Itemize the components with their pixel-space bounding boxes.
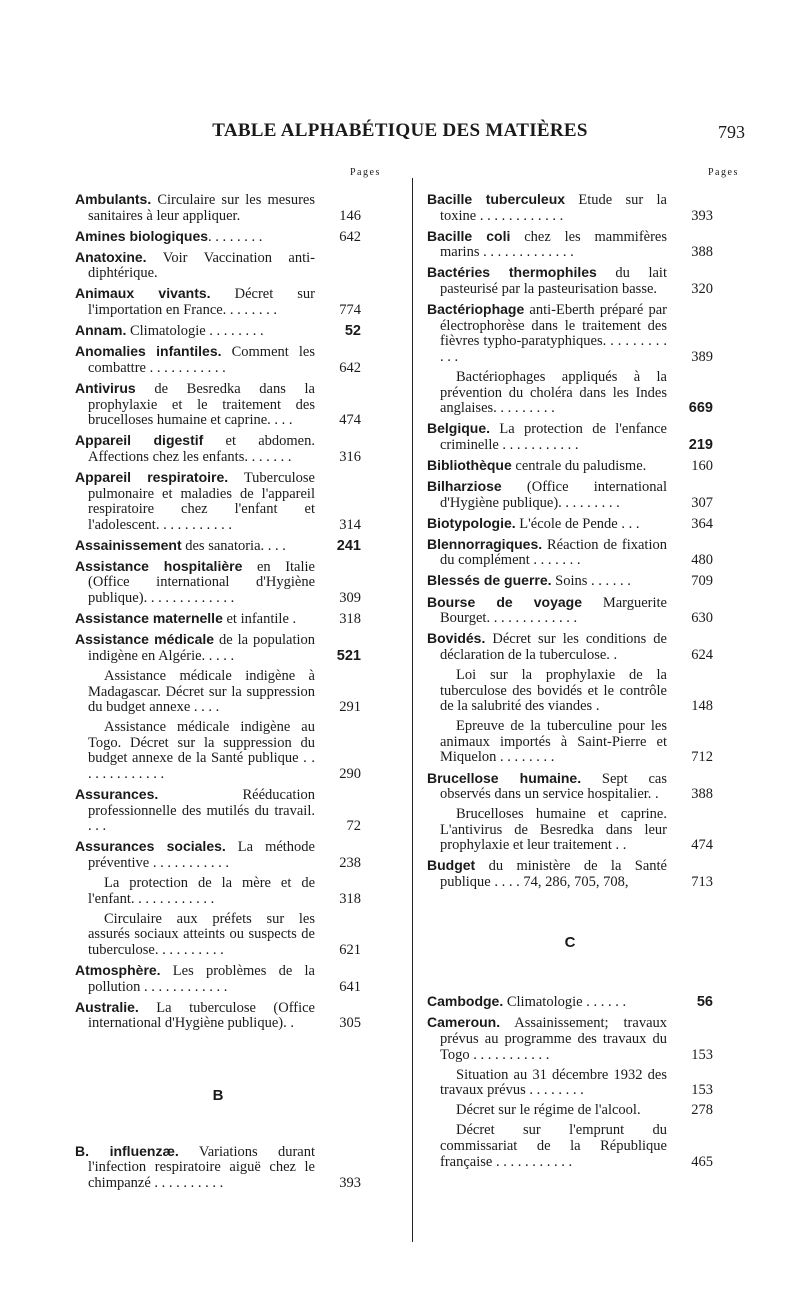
entry-keyword: Bourse de voyage <box>427 593 583 610</box>
entry-keyword: Bilharziose <box>427 478 502 494</box>
index-entry <box>427 994 713 1011</box>
left-pages-label: Pages <box>350 167 381 178</box>
entry-text: anti-Eberth préparé par électrophorèse dans le traitement des fièvres typho-paratyphiques. . . . . . . . . . . . <box>440 302 667 365</box>
entry-keyword: Brucellose humaine. <box>427 769 582 786</box>
entry-text: La protection de l'enfance criminelle . . . . . . . . . . . <box>440 421 667 453</box>
entry-page-number: 305 <box>339 1015 361 1032</box>
index-entry <box>427 719 713 766</box>
index-entry <box>75 632 361 664</box>
entry-text: Circulaire sur les mesures sanitaires à leur appliquer. <box>88 192 315 224</box>
index-entry <box>75 611 361 628</box>
entry-page-number: 521 <box>336 647 361 664</box>
entry-keyword: Blessés de guerre. <box>427 572 552 589</box>
column-divider <box>412 178 413 1242</box>
entry-text: Etude sur la toxine . . . . . . . . . . . . <box>440 192 667 224</box>
entry-text: Brucelloses humaine et caprine. L'antivirus de Besredka dans leur prophylaxie et leur traitement . . <box>440 806 667 854</box>
entry-page-number: 641 <box>339 978 361 995</box>
index-entry <box>427 370 713 417</box>
entry-page-number: 465 <box>691 1153 713 1170</box>
entry-keyword: Ambulants. <box>75 191 152 207</box>
index-entry <box>75 720 361 782</box>
entry-keyword: Bacille tuberculeux <box>427 191 566 207</box>
index-entry <box>75 250 361 282</box>
entry-page-number: 388 <box>691 786 713 803</box>
entry-text: . . . . . . . . <box>208 228 263 245</box>
entry-text: Les problèmes de la pollution . . . . . . . . . . . . <box>88 963 315 995</box>
entry-keyword: Bacille coli <box>427 227 511 244</box>
entry-keyword: Biotypologie. <box>427 514 516 531</box>
entry-keyword: Atmosphère. <box>75 962 161 979</box>
entry-keyword: Annam. <box>75 322 127 339</box>
entry-text: Décret sur le régime de l'alcool. <box>456 1102 641 1119</box>
entry-keyword: Cambodge. <box>427 993 504 1010</box>
entry-page-number: 153 <box>691 1046 713 1063</box>
entry-text: chez les mammifères marins . . . . . . . . . . . . . <box>440 228 667 261</box>
entry-page-number: 320 <box>691 280 713 297</box>
entry-page-number: 712 <box>691 749 713 766</box>
entry-page-number: 624 <box>691 646 713 663</box>
index-entry <box>427 1103 713 1119</box>
entry-keyword: Bactéries thermophiles <box>427 264 597 281</box>
entry-page-number: 290 <box>339 766 361 782</box>
entry-page-number: 709 <box>691 573 713 590</box>
index-entry <box>427 265 713 297</box>
entry-text: et abdomen. Affections chez les enfants. . . . . . . <box>88 433 315 465</box>
page-number: 793 <box>718 122 745 142</box>
entry-page-number: 474 <box>339 412 361 429</box>
entry-text: Loi sur la prophylaxie de la tuberculose des bovidés et le contrôle de la salubrité des viandes . <box>440 666 667 715</box>
entry-keyword: Antivirus <box>75 379 136 396</box>
index-entry <box>427 631 713 663</box>
entry-page-number: 474 <box>691 837 713 854</box>
entry-keyword: Amines biologiques <box>75 227 209 244</box>
entry-text: Décret sur l'emprunt du commissariat de la République française . . . . . . . . . . . <box>440 1122 667 1170</box>
entry-text: Climatologie . . . . . . <box>503 994 627 1011</box>
entry-text: Assistance médicale indigène au Togo. Décret sur la suppression du budget annexe de la Santé publique . . . . . . . . . . . . . <box>88 719 315 782</box>
index-entry <box>427 668 713 715</box>
entry-page-number: 52 <box>344 323 361 340</box>
entry-text: du ministère de la Santé publique . . . . 74, 286, 705, 708, <box>440 858 667 891</box>
entry-keyword: Assistance médicale <box>75 631 215 648</box>
index-entry <box>75 912 361 959</box>
index-entry <box>427 192 713 224</box>
entry-text: Assistance médicale indigène à Madagascar. Décret sur la suppression du budget annexe . . . . <box>88 667 315 716</box>
index-entry <box>75 323 361 340</box>
entry-text: Sept cas observés dans un service hospitalier. . <box>440 770 667 803</box>
entry-page-number: 72 <box>346 818 361 835</box>
entry-keyword: Animaux vivants. <box>75 285 211 302</box>
entry-text: du lait pasteurisé par la pasteurisation basse. <box>440 265 667 297</box>
entry-text: Epreuve de la tuberculine pour les animaux importés à Saint-Pierre et Miquelon . . . . . . . . <box>440 718 667 766</box>
index-entry <box>427 807 713 854</box>
entry-keyword: Assurances sociales. <box>75 838 226 855</box>
entry-text: centrale du paludisme. <box>511 457 647 474</box>
entry-text: Bactériophages appliqués à la prévention du choléra dans les Indes anglaises. . . . . . . . . <box>440 368 667 417</box>
index-entry <box>75 787 361 835</box>
index-entry <box>427 302 713 365</box>
entry-page-number: 238 <box>339 854 361 871</box>
index-entry <box>427 421 713 453</box>
entry-text: La tuberculose (Office international d'Hygiène publique). . <box>88 999 315 1032</box>
left-column <box>75 192 361 1196</box>
entry-page-number: 393 <box>691 207 713 224</box>
index-entry <box>75 433 361 465</box>
index-entry <box>75 876 361 907</box>
entry-keyword: Assistance hospitalière <box>75 557 243 574</box>
index-entry <box>427 573 713 590</box>
entry-page-number: 291 <box>339 699 361 716</box>
index-entry <box>75 344 361 376</box>
left-b-entry-list <box>75 1144 361 1192</box>
entry-page-number: 774 <box>339 302 361 319</box>
entry-text: Décret sur les conditions de déclaration de la tuberculose. . <box>440 631 667 663</box>
entry-page-number: 314 <box>339 516 361 533</box>
index-entry <box>75 669 361 716</box>
entry-page-number: 219 <box>688 436 713 453</box>
entry-text: Tuberculose pulmonaire et maladies de l'appareil respiratoire chez l'enfant et l'adolescent. . . . . . . . . . . <box>88 469 315 533</box>
right-pages-label: Pages <box>708 167 739 178</box>
entry-page-number: 389 <box>691 348 713 365</box>
index-entry <box>75 559 361 607</box>
entry-text: La méthode préventive . . . . . . . . . . . <box>88 839 315 871</box>
index-entry <box>75 1000 361 1032</box>
entry-text: Marguerite Bourget. . . . . . . . . . . . . <box>440 594 667 627</box>
left-entry-list <box>75 192 361 1032</box>
index-entry <box>75 470 361 533</box>
entry-page-number: 56 <box>696 994 713 1011</box>
entry-text: Variations durant l'infection respiratoire aiguë chez le chimpanzé . . . . . . . . . . <box>88 1143 315 1191</box>
index-entry <box>427 229 713 261</box>
entry-page-number: 642 <box>339 228 361 245</box>
index-entry <box>75 192 361 224</box>
entry-text: Climatologie . . . . . . . . <box>126 323 264 340</box>
entry-text: Décret sur l'importation en France. . . . . . . . <box>88 286 316 319</box>
entry-page-number: 160 <box>691 457 713 474</box>
entry-keyword: Australie. <box>75 998 139 1015</box>
entry-keyword: Bibliothèque <box>427 456 512 473</box>
entry-keyword: Anatoxine. <box>75 248 147 265</box>
index-entry <box>427 595 713 627</box>
entry-text: en Italie (Office international d'Hygiène publique). . . . . . . . . . . . . <box>88 558 315 607</box>
entry-page-number: 309 <box>339 590 361 607</box>
entry-keyword: Budget <box>427 857 476 874</box>
entry-page-number: 318 <box>339 890 361 907</box>
entry-text: Comment les combattre . . . . . . . . . . . <box>88 344 315 376</box>
entry-page-number: 388 <box>691 244 713 261</box>
entry-keyword: Assainissement <box>75 536 182 553</box>
entry-text: Voir Vaccination anti-diphtérique. <box>88 249 315 282</box>
index-entry <box>427 1123 713 1170</box>
entry-page-number: 148 <box>691 698 713 715</box>
entry-page-number: 146 <box>339 207 361 224</box>
entry-page-number: 713 <box>691 874 713 891</box>
index-entry <box>427 771 713 803</box>
entry-page-number: 307 <box>691 494 713 511</box>
index-entry <box>75 963 361 995</box>
index-entry <box>427 1068 713 1099</box>
entry-text: Situation au 31 décembre 1932 des travaux prévus . . . . . . . . <box>440 1066 667 1099</box>
entry-keyword: Appareil respiratoire. <box>75 468 229 485</box>
section-letter-b: B <box>212 1086 224 1104</box>
entry-text: de la population indigène en Algérie. . . . . <box>88 632 315 664</box>
index-entry <box>75 839 361 871</box>
index-entry <box>75 538 361 555</box>
entry-text: de Besredka dans la prophylaxie et le traitement des brucelloses humaine et caprine. . . . <box>88 380 315 429</box>
entry-text: Soins . . . . . . <box>551 573 631 590</box>
entry-text: et infantile . <box>222 611 297 628</box>
entry-text: Rééducation professionnelle des mutilés du travail. . . . <box>88 787 315 835</box>
entry-text: La protection de la mère et de l'enfant. . . . . . . . . . . . <box>88 875 315 907</box>
index-entry <box>427 1015 713 1063</box>
index-entry <box>427 458 713 475</box>
entry-page-number: 621 <box>339 941 361 958</box>
entry-page-number: 241 <box>336 537 361 554</box>
index-entry <box>427 516 713 533</box>
entry-keyword: Blennorragiques. <box>427 535 543 552</box>
index-entry <box>427 479 713 511</box>
entry-page-number: 393 <box>339 1174 361 1191</box>
entry-keyword: Bactériophage <box>427 301 525 318</box>
entry-page-number: 630 <box>691 610 713 627</box>
index-entry <box>75 381 361 429</box>
entry-page-number: 318 <box>339 611 361 628</box>
entry-keyword: Appareil digestif <box>75 432 204 449</box>
entry-page-number: 642 <box>339 359 361 376</box>
page-header-title: TABLE ALPHABÉTIQUE DES MATIÈRES <box>212 120 588 141</box>
entry-keyword: Belgique. <box>427 420 491 437</box>
right-entry-list <box>427 192 713 891</box>
entry-page-number: 153 <box>691 1082 713 1099</box>
entry-text: Circulaire aux préfets sur les assurés sociaux atteints ou suspects de tuberculose. . . . . . . . . . <box>88 910 315 958</box>
index-entry <box>75 1144 361 1192</box>
entry-text: des sanatoria. . . . <box>181 537 286 554</box>
entry-text: L'école de Pende . . . <box>515 515 640 532</box>
entry-keyword: B. influenzæ. <box>75 1142 179 1159</box>
entry-keyword: Assurances. <box>75 786 159 803</box>
index-entry <box>75 229 361 246</box>
index-entry <box>75 286 361 318</box>
entry-page-number: 669 <box>688 400 713 417</box>
index-entry <box>427 858 713 890</box>
entry-keyword: Bovidés. <box>427 630 486 647</box>
entry-page-number: 278 <box>691 1102 713 1119</box>
section-letter-c: C <box>564 933 576 951</box>
right-c-entry-list <box>427 994 713 1170</box>
entry-page-number: 316 <box>339 448 361 465</box>
entry-keyword: Assistance maternelle <box>75 610 223 627</box>
entry-page-number: 480 <box>691 552 713 569</box>
entry-text: Assainissement; travaux prévus au programme des travaux du Togo . . . . . . . . . . . <box>440 1015 667 1063</box>
index-entry <box>427 537 713 569</box>
entry-page-number: 364 <box>691 515 713 532</box>
entry-text: (Office international d'Hygiène publique). . . . . . . . . <box>440 479 667 511</box>
entry-keyword: Cameroun. <box>427 1014 501 1031</box>
entry-text: Réaction de fixation du complément . . . . . . . <box>440 536 667 569</box>
entry-keyword: Anomalies infantiles. <box>75 343 222 360</box>
right-column <box>427 192 713 1175</box>
